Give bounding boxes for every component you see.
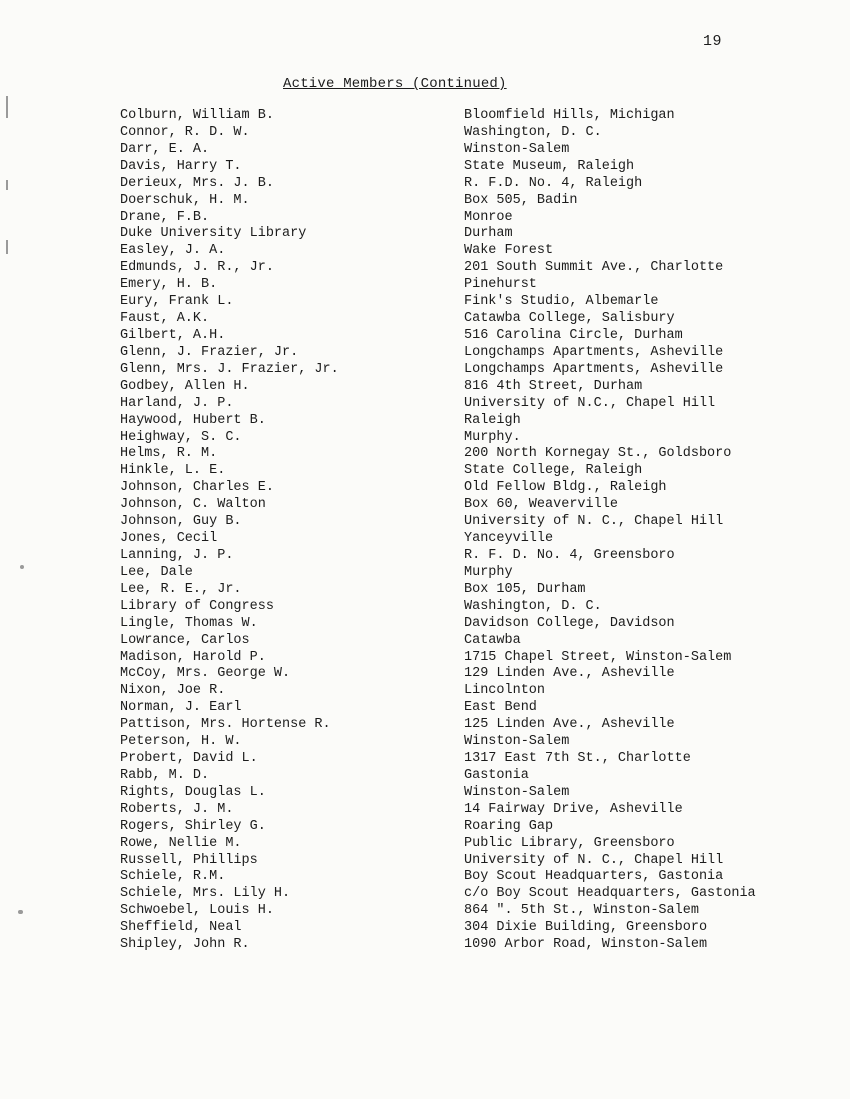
scan-mark (18, 910, 23, 914)
member-name: Peterson, H. W. (120, 734, 242, 750)
member-address: Roaring Gap (464, 818, 554, 834)
member-row (120, 531, 800, 548)
member-name: Heighway, S. C. (120, 429, 242, 445)
member-row (120, 734, 800, 751)
member-name: Johnson, Charles E. (120, 480, 274, 496)
member-row (120, 768, 800, 785)
member-name: Lingle, Thomas W. (120, 615, 258, 631)
member-row (120, 413, 800, 430)
member-name: Glenn, Mrs. J. Frazier, Jr. (120, 361, 339, 377)
member-address: Yanceyville (464, 531, 554, 547)
member-address: Lincolnton (464, 683, 546, 699)
member-row (120, 886, 800, 903)
member-name: Rogers, Shirley G. (120, 818, 266, 834)
member-name: Davis, Harry T. (120, 158, 242, 174)
member-address: Box 105, Durham (464, 581, 586, 597)
member-address: University of N. C., Chapel Hill (464, 514, 724, 530)
member-row (120, 210, 800, 227)
member-row (120, 345, 800, 362)
member-address: c/o Boy Scout Headquarters, Gastonia (464, 886, 756, 902)
scan-mark (20, 565, 24, 569)
member-row (120, 920, 800, 937)
member-row (120, 243, 800, 260)
member-address: Box 60, Weaverville (464, 497, 618, 513)
scan-mark (6, 180, 8, 190)
member-row (120, 717, 800, 734)
member-address: 1715 Chapel Street, Winston-Salem (464, 649, 732, 665)
member-row (120, 853, 800, 870)
member-name: Schiele, Mrs. Lily H. (120, 886, 291, 902)
member-row (120, 683, 800, 700)
member-row (120, 836, 800, 853)
member-name: Rowe, Nellie M. (120, 835, 242, 851)
member-row (120, 277, 800, 294)
member-name: Probert, David L. (120, 751, 258, 767)
member-name: Lee, Dale (120, 564, 193, 580)
member-name: Rights, Douglas L. (120, 784, 266, 800)
member-address: Boy Scout Headquarters, Gastonia (464, 869, 724, 885)
member-row (120, 294, 800, 311)
member-address: R. F.D. No. 4, Raleigh (464, 175, 643, 191)
scan-mark (6, 240, 8, 254)
member-row (120, 362, 800, 379)
member-address: University of N. C., Chapel Hill (464, 852, 724, 868)
member-address: Winston-Salem (464, 734, 570, 750)
member-name: Rabb, M. D. (120, 767, 210, 783)
member-name: Gilbert, A.H. (120, 327, 226, 343)
member-address: Public Library, Greensboro (464, 835, 675, 851)
member-name: Godbey, Allen H. (120, 378, 250, 394)
member-address: Murphy (464, 564, 513, 580)
member-address: University of N.C., Chapel Hill (464, 395, 716, 411)
member-name: Drane, F.B. (120, 209, 210, 225)
page-number: 19 (703, 33, 723, 50)
member-address: 200 North Kornegay St., Goldsboro (464, 446, 732, 462)
member-row (120, 125, 800, 142)
member-row (120, 226, 800, 243)
member-address: Raleigh (464, 412, 521, 428)
page-heading: Active Members (Continued) (283, 76, 507, 92)
member-name: Colburn, William B. (120, 108, 274, 123)
scan-mark (6, 96, 8, 118)
member-row (120, 108, 800, 125)
member-name: Helms, R. M. (120, 446, 218, 462)
member-address: Washington, D. C. (464, 124, 602, 140)
member-name: Duke University Library (120, 226, 307, 242)
member-row (120, 666, 800, 683)
member-name: Easley, J. A. (120, 243, 226, 259)
member-address: East Bend (464, 700, 537, 716)
member-address: Pinehurst (464, 277, 537, 293)
member-address: Fink's Studio, Albemarle (464, 294, 659, 310)
member-name: Madison, Harold P. (120, 649, 266, 665)
member-address: Murphy. (464, 429, 521, 445)
member-row (120, 582, 800, 599)
member-address: 1317 East 7th St., Charlotte (464, 751, 691, 767)
member-address: 129 Linden Ave., Asheville (464, 666, 675, 682)
member-address: Longchamps Apartments, Asheville (464, 361, 724, 377)
member-address: Longchamps Apartments, Asheville (464, 344, 724, 360)
member-address: 816 4th Street, Durham (464, 378, 643, 394)
member-row (120, 176, 800, 193)
member-address: R. F. D. No. 4, Greensboro (464, 547, 675, 563)
member-address: State College, Raleigh (464, 463, 643, 479)
member-name: Lanning, J. P. (120, 547, 234, 563)
member-name: Norman, J. Earl (120, 700, 242, 716)
member-row (120, 142, 800, 159)
member-address: Winston-Salem (464, 141, 570, 157)
member-address: Monroe (464, 209, 513, 225)
member-row (120, 633, 800, 650)
member-name: Lee, R. E., Jr. (120, 581, 242, 597)
member-name: Johnson, C. Walton (120, 497, 266, 513)
member-row (120, 497, 800, 514)
member-row (120, 260, 800, 277)
member-address: 201 South Summit Ave., Charlotte (464, 260, 724, 276)
member-address: State Museum, Raleigh (464, 158, 635, 174)
member-row (120, 819, 800, 836)
member-row (120, 463, 800, 480)
member-name: Edmunds, J. R., Jr. (120, 260, 274, 276)
member-row (120, 193, 800, 210)
member-address: Catawba (464, 632, 521, 648)
member-address: Winston-Salem (464, 784, 570, 800)
member-row (120, 903, 800, 920)
member-address: Durham (464, 226, 513, 242)
member-name: Johnson, Guy B. (120, 514, 242, 530)
member-row (120, 514, 800, 531)
member-name: Doerschuk, H. M. (120, 192, 250, 208)
member-row (120, 480, 800, 497)
member-address: Gastonia (464, 767, 529, 783)
member-name: Russell, Phillips (120, 852, 258, 868)
member-roster (120, 108, 800, 954)
member-row (120, 785, 800, 802)
member-row (120, 869, 800, 886)
member-name: Nixon, Joe R. (120, 683, 226, 699)
member-address: 125 Linden Ave., Asheville (464, 717, 675, 733)
member-name: Roberts, J. M. (120, 801, 234, 817)
member-address: 864 ". 5th St., Winston-Salem (464, 903, 699, 919)
member-name: McCoy, Mrs. George W. (120, 666, 291, 682)
member-name: Library of Congress (120, 598, 274, 614)
member-address: Wake Forest (464, 243, 554, 259)
member-name: Haywood, Hubert B. (120, 412, 266, 428)
member-address: Bloomfield Hills, Michigan (464, 108, 675, 123)
member-row (120, 616, 800, 633)
member-row (120, 430, 800, 447)
member-row (120, 328, 800, 345)
member-row (120, 311, 800, 328)
member-address: Washington, D. C. (464, 598, 602, 614)
member-name: Lowrance, Carlos (120, 632, 250, 648)
member-name: Schiele, R.M. (120, 869, 226, 885)
member-row (120, 700, 800, 717)
member-name: Emery, H. B. (120, 277, 218, 293)
member-name: Harland, J. P. (120, 395, 234, 411)
member-name: Darr, E. A. (120, 141, 210, 157)
member-name: Sheffield, Neal (120, 920, 242, 936)
member-name: Eury, Frank L. (120, 294, 234, 310)
member-name: Hinkle, L. E. (120, 463, 226, 479)
member-row (120, 599, 800, 616)
member-row (120, 548, 800, 565)
member-address: Catawba College, Salisbury (464, 311, 675, 327)
member-name: Shipley, John R. (120, 937, 250, 953)
member-row (120, 396, 800, 413)
member-row (120, 650, 800, 667)
member-row (120, 379, 800, 396)
member-address: Box 505, Badin (464, 192, 578, 208)
member-row (120, 159, 800, 176)
member-address: 1090 Arbor Road, Winston-Salem (464, 937, 708, 953)
member-address: 304 Dixie Building, Greensboro (464, 920, 708, 936)
member-address: Old Fellow Bldg., Raleigh (464, 480, 667, 496)
member-row (120, 446, 800, 463)
member-name: Derieux, Mrs. J. B. (120, 175, 274, 191)
member-name: Glenn, J. Frazier, Jr. (120, 344, 299, 360)
member-name: Schwoebel, Louis H. (120, 903, 274, 919)
member-name: Pattison, Mrs. Hortense R. (120, 717, 331, 733)
member-address: 516 Carolina Circle, Durham (464, 327, 683, 343)
member-address: Davidson College, Davidson (464, 615, 675, 631)
member-row (120, 565, 800, 582)
member-row (120, 937, 800, 954)
member-row (120, 802, 800, 819)
member-name: Connor, R. D. W. (120, 124, 250, 140)
member-address: 14 Fairway Drive, Asheville (464, 801, 683, 817)
member-name: Faust, A.K. (120, 311, 210, 327)
member-name: Jones, Cecil (120, 531, 218, 547)
member-row (120, 751, 800, 768)
